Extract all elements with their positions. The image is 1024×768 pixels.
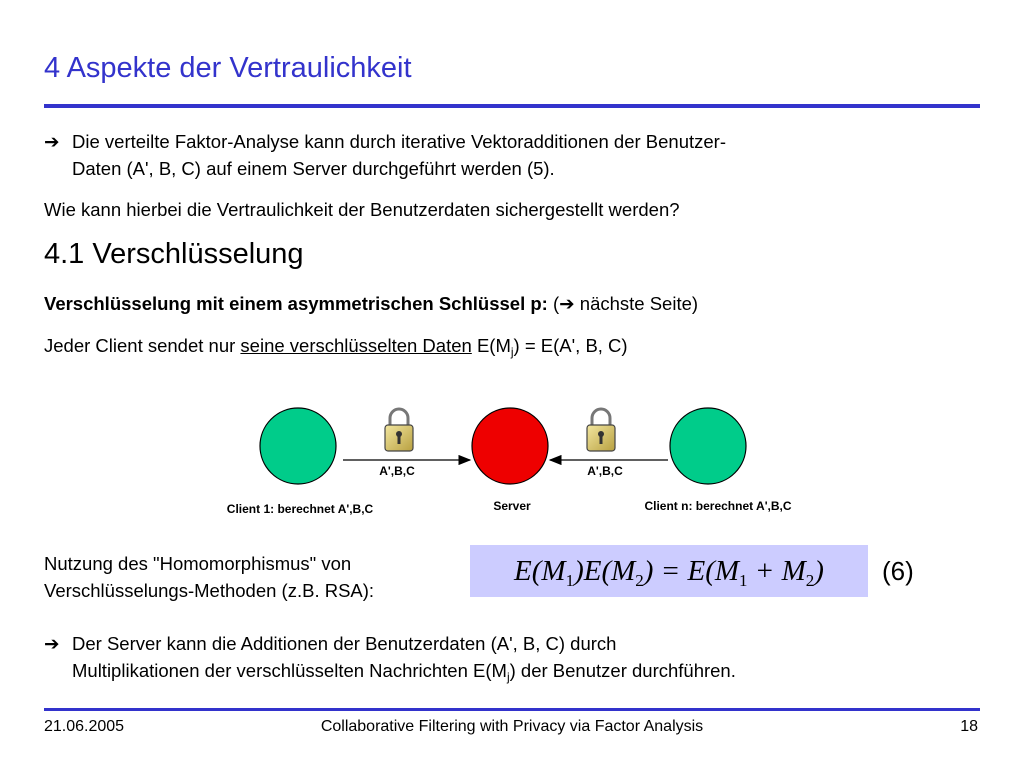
formula-part: E(M [514, 555, 566, 587]
formula-part: ) [814, 555, 824, 587]
lock-icon [587, 409, 615, 451]
bullet-2-line-2-end: ) der Benutzer durchführen. [509, 660, 736, 681]
bullet-2-line-2-start: Multiplikationen der verschlüsselten Nachrichten E(M [72, 660, 507, 681]
homomorphism-line-2: Verschlüsselungs-Methoden (z.B. RSA): [44, 580, 375, 601]
client-line-prefix: Jeder Client sendet nur [44, 335, 241, 356]
formula-subscript: 1 [739, 571, 748, 590]
bullet-2-line-1: Der Server kann die Additionen der Benutzerdaten (A', B, C) durch [72, 633, 617, 654]
client-line-underlined: seine verschlüsselten Daten [240, 335, 472, 356]
encryption-bold-text: Verschlüsselung mit einem asymmetrischen Schlüssel p: [44, 293, 548, 314]
client-n-label: Client n: berechnet A',B,C [644, 499, 792, 513]
client-1-label: Client 1: berechnet A',B,C [226, 502, 374, 516]
bullet-1-line-1: Die verteilte Faktor-Analyse kann durch iterative Vektoradditionen der Benutzer- [72, 131, 727, 152]
client-n-node [670, 408, 746, 484]
homomorphism-text [44, 550, 374, 604]
client-line-formula-start: E(M [471, 335, 511, 356]
footer-divider [44, 708, 980, 711]
question-text: Wie kann hierbei die Vertraulichkeit der Benutzerdaten sichergestellt werden? [44, 199, 680, 220]
right-arrow-icon: ➔ [559, 293, 575, 314]
formula-part: ) = E(M [643, 555, 740, 587]
bullet-1-line-2: Daten (A', B, C) auf einem Server durchgeführt werden (5). [72, 158, 555, 179]
encryption-paren: ( [547, 293, 560, 314]
equation-number: (6) [882, 556, 914, 586]
right-arrow-icon: ➔ [44, 633, 60, 654]
server-label: Server [493, 499, 531, 513]
section-heading: 4.1 Verschlüsselung [44, 238, 304, 270]
formula-part: + M [747, 555, 806, 587]
bullet-2-line-2 [44, 657, 736, 684]
server-node [472, 408, 548, 484]
client-line-formula-end: ) = E(A', B, C) [513, 335, 628, 356]
arrow-right-label: A',B,C [587, 464, 623, 478]
formula-subscript: 2 [635, 571, 644, 590]
formula-subscript: 1 [565, 571, 575, 590]
homomorphism-formula [470, 545, 868, 597]
homomorphism-line-1: Nutzung des "Homomorphismus" von [44, 553, 352, 574]
client-1-node [260, 408, 336, 484]
footer-title: Collaborative Filtering with Privacy via Factor Analysis [320, 718, 704, 735]
bullet-2-subscript: j [506, 670, 510, 684]
title-divider [44, 104, 980, 108]
encryption-diagram [200, 400, 840, 530]
lock-icon [385, 409, 413, 451]
encryption-line [44, 290, 698, 317]
client-line [44, 332, 628, 359]
encryption-next-page: nächste Seite) [574, 293, 699, 314]
footer-page-number: 18 [960, 718, 978, 735]
right-arrow-icon: ➔ [44, 131, 60, 152]
bullet-2 [44, 630, 736, 684]
formula-subscript: 2 [805, 571, 815, 590]
bullet-1 [44, 128, 726, 182]
arrow-left-label: A',B,C [379, 464, 415, 478]
client-line-subscript: j [510, 345, 514, 359]
formula-part: )E(M [574, 555, 636, 587]
slide-title: 4 Aspekte der Vertraulichkeit [44, 52, 412, 84]
footer-date: 21.06.2005 [44, 718, 125, 735]
